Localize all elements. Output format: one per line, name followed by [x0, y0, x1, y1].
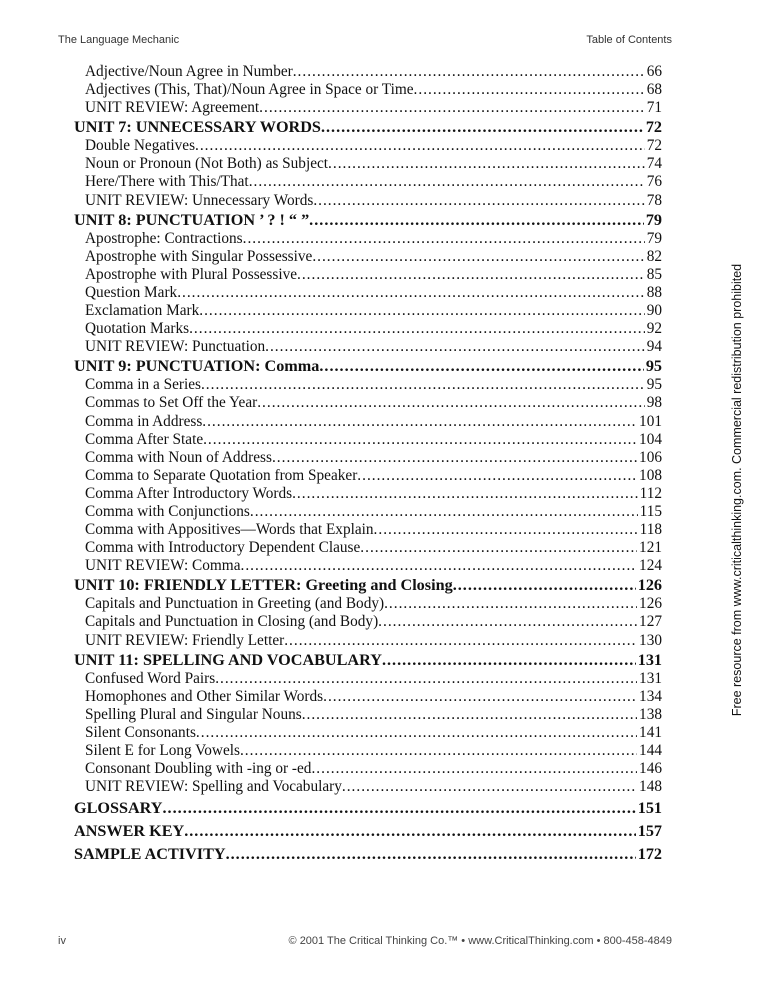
toc-entry: [74, 632, 662, 650]
toc-entry: [74, 192, 662, 210]
toc-entry: [74, 155, 662, 173]
toc-section-heading: [74, 821, 662, 842]
toc-entry-page: 172: [637, 845, 662, 864]
toc-entry-label: Apostrophe: Contractions: [85, 229, 243, 247]
dot-leader: [215, 670, 637, 688]
toc-entry-label: Here/There with This/That: [85, 173, 249, 191]
toc-entry-label: Comma with Introductory Dependent Clause: [85, 539, 361, 557]
dot-leader: [292, 485, 638, 503]
dot-leader: [323, 688, 637, 706]
toc-entry-page: 76: [646, 173, 662, 191]
toc-entry-label: UNIT 8: PUNCTUATION ’ ? ! “ ”: [74, 210, 310, 229]
dot-leader: [293, 63, 645, 81]
dot-leader: [195, 137, 645, 155]
toc-entry-label: UNIT REVIEW: Agreement: [85, 99, 260, 117]
toc-entry: [74, 706, 662, 724]
redistribution-notice: [730, 240, 744, 740]
table-of-contents: [74, 63, 662, 865]
toc-entry-page: 146: [639, 760, 662, 778]
toc-entry-page: 79: [645, 210, 662, 229]
toc-entry: [74, 557, 662, 575]
toc-entry-label: Silent E for Long Vowels: [85, 742, 240, 759]
dot-leader: [272, 449, 637, 467]
toc-entry-label: Comma in Address: [85, 412, 203, 430]
toc-entry-label: UNIT REVIEW: Punctuation: [85, 338, 266, 356]
toc-entry: [74, 539, 662, 557]
toc-entry-label: UNIT REVIEW: Unnecessary Words: [85, 191, 314, 209]
toc-entry-label: Quotation Marks: [85, 320, 190, 338]
toc-entry: [74, 302, 662, 320]
toc-entry-label: SAMPLE ACTIVITY: [74, 845, 226, 864]
toc-entry-label: Comma with Appositives—Words that Explain: [85, 521, 374, 539]
dot-leader: [257, 394, 644, 412]
toc-entry-page: 121: [639, 539, 662, 557]
toc-entry: [74, 521, 662, 539]
toc-entry: [74, 376, 662, 394]
toc-entry: [74, 63, 662, 81]
toc-entry-label: Question Mark: [85, 283, 178, 301]
dot-leader: [201, 376, 645, 394]
dot-leader: [249, 173, 645, 191]
toc-entry-label: Adjective/Noun Agree in Number: [85, 63, 293, 80]
toc-entry-label: Silent Consonants: [85, 723, 196, 741]
dot-leader: [342, 778, 637, 796]
dot-leader: [312, 248, 644, 266]
toc-entry: [74, 248, 662, 266]
toc-entry-label: Comma to Separate Quotation from Speaker: [85, 466, 358, 484]
toc-entry: [74, 742, 662, 760]
dot-leader: [177, 284, 645, 302]
toc-entry-page: 68: [646, 81, 662, 99]
toc-entry-page: 78: [646, 191, 662, 209]
dot-leader: [328, 155, 645, 173]
toc-entry-label: UNIT 9: PUNCTUATION: Comma: [74, 357, 320, 376]
dot-leader: [309, 211, 644, 230]
toc-entry-page: 126: [637, 576, 662, 595]
toc-entry-label: GLOSSARY: [74, 799, 163, 818]
dot-leader: [243, 230, 645, 248]
toc-entry-label: Comma After State: [85, 430, 204, 448]
toc-entry-label: UNIT REVIEW: Friendly Letter: [85, 631, 285, 649]
page-number: iv: [58, 935, 66, 947]
toc-entry-label: Capitals and Punctuation in Closing (and Body): [85, 613, 379, 631]
toc-entry-label: Consonant Doubling with -ing or -ed: [85, 760, 312, 778]
toc-entry-label: UNIT 10: FRIENDLY LETTER: Greeting and Closing: [74, 576, 453, 595]
toc-entry-page: 66: [646, 63, 662, 80]
toc-entry: [74, 394, 662, 412]
toc-entry-label: UNIT REVIEW: Spelling and Vocabulary: [85, 778, 342, 796]
toc-entry-page: 124: [639, 557, 662, 575]
toc-entry-page: 92: [646, 320, 662, 338]
dot-leader: [374, 521, 638, 539]
dot-leader: [321, 118, 644, 137]
toc-entry: [74, 284, 662, 302]
toc-entry-page: 71: [646, 99, 662, 117]
dot-leader: [226, 844, 636, 865]
toc-entry: [74, 320, 662, 338]
toc-unit-heading: [74, 651, 662, 670]
toc-entry-page: 82: [646, 247, 662, 265]
toc-entry: [74, 670, 662, 688]
dot-leader: [319, 357, 643, 376]
toc-entry: [74, 485, 662, 503]
dot-leader: [240, 742, 637, 760]
toc-entry: [74, 173, 662, 191]
toc-entry: [74, 724, 662, 742]
dot-leader: [189, 320, 645, 338]
dot-leader: [378, 613, 637, 631]
dot-leader: [302, 706, 637, 724]
toc-entry: [74, 595, 662, 613]
toc-entry-page: 134: [639, 687, 662, 705]
toc-entry-label: UNIT 7: UNNECESSARY WORDS: [74, 118, 321, 137]
dot-leader: [360, 539, 637, 557]
toc-entry-page: 72: [646, 137, 662, 155]
running-header-title: The Language Mechanic: [58, 34, 180, 46]
toc-entry-label: Capitals and Punctuation in Greeting (and Body): [85, 595, 385, 613]
dot-leader: [382, 651, 636, 670]
toc-entry: [74, 688, 662, 706]
toc-entry: [74, 230, 662, 248]
toc-entry: [74, 338, 662, 356]
toc-entry-label: Confused Word Pairs: [85, 669, 216, 687]
toc-entry: [74, 99, 662, 117]
dot-leader: [259, 99, 645, 117]
toc-unit-heading: [74, 576, 662, 595]
toc-unit-heading: [74, 211, 662, 230]
dot-leader: [241, 557, 638, 575]
toc-entry-page: 138: [639, 705, 662, 723]
toc-entry-page: 130: [639, 631, 662, 649]
toc-entry: [74, 431, 662, 449]
toc-unit-heading: [74, 118, 662, 137]
toc-entry-label: Spelling Plural and Singular Nouns: [85, 705, 302, 723]
toc-entry-page: 144: [639, 742, 662, 759]
copyright-footer: © 2001 The Critical Thinking Co.™ • www.CriticalThinking.com • 800-458-4849: [288, 935, 672, 947]
dot-leader: [184, 821, 636, 842]
dot-leader: [265, 338, 645, 356]
toc-entry-label: Apostrophe with Plural Possessive: [85, 265, 298, 283]
toc-entry-label: Commas to Set Off the Year: [85, 394, 258, 412]
toc-entry-label: Adjectives (This, That)/Noun Agree in Space or Time: [85, 81, 414, 99]
dot-leader: [203, 431, 637, 449]
dot-leader: [199, 302, 644, 320]
toc-entry-page: 131: [639, 669, 662, 687]
toc-unit-heading: [74, 357, 662, 376]
toc-entry-page: 106: [639, 448, 662, 466]
toc-entry: [74, 449, 662, 467]
toc-entry-page: 74: [646, 155, 662, 173]
toc-entry-page: 94: [646, 338, 662, 356]
toc-entry-page: 108: [639, 466, 662, 484]
toc-entry-page: 90: [646, 302, 662, 320]
toc-entry-page: 127: [639, 613, 662, 631]
toc-entry-page: 95: [646, 376, 662, 394]
toc-entry-label: Exclamation Mark: [85, 302, 200, 320]
toc-entry-page: 101: [639, 412, 662, 430]
dot-leader: [284, 632, 637, 650]
toc-entry: [74, 760, 662, 778]
dot-leader: [297, 266, 645, 284]
toc-entry-page: 148: [639, 778, 662, 796]
toc-entry-page: 112: [639, 484, 662, 502]
running-header-section: Table of Contents: [586, 34, 672, 46]
toc-entry: [74, 137, 662, 155]
dot-leader: [202, 413, 637, 431]
toc-entry-page: 141: [639, 723, 662, 741]
toc-entry: [74, 467, 662, 485]
dot-leader: [313, 192, 644, 210]
dot-leader: [196, 724, 637, 742]
dot-leader: [414, 81, 645, 99]
toc-entry: [74, 778, 662, 796]
toc-entry: [74, 613, 662, 631]
toc-entry-page: 151: [637, 799, 662, 818]
dot-leader: [453, 576, 636, 595]
toc-entry-label: UNIT REVIEW: Comma: [85, 557, 241, 575]
toc-section-heading: [74, 844, 662, 865]
dot-leader: [250, 503, 638, 521]
toc-entry-page: 85: [646, 265, 662, 283]
toc-entry-label: Homophones and Other Similar Words: [85, 687, 324, 705]
toc-entry-page: 104: [639, 430, 662, 448]
toc-entry-page: 72: [645, 118, 662, 137]
toc-entry-page: 157: [637, 822, 662, 841]
toc-section-heading: [74, 798, 662, 819]
dot-leader: [357, 467, 637, 485]
toc-entry-page: 126: [639, 595, 662, 613]
dot-leader: [311, 760, 637, 778]
toc-entry: [74, 81, 662, 99]
toc-entry-label: Double Negatives: [85, 137, 196, 155]
toc-entry: [74, 503, 662, 521]
toc-entry-label: Comma After Introductory Words: [85, 484, 293, 502]
toc-entry-page: 98: [646, 394, 662, 412]
toc-entry-page: 95: [645, 357, 662, 376]
toc-entry-label: ANSWER KEY: [74, 822, 185, 841]
toc-entry-page: 88: [646, 283, 662, 301]
toc-entry-label: UNIT 11: SPELLING AND VOCABULARY: [74, 650, 382, 669]
toc-entry-page: 118: [639, 521, 662, 539]
dot-leader: [384, 595, 637, 613]
toc-entry: [74, 413, 662, 431]
toc-entry-page: 115: [639, 502, 662, 520]
toc-entry-label: Comma with Noun of Address: [85, 448, 272, 466]
toc-entry-page: 79: [646, 229, 662, 247]
toc-entry-page: 131: [637, 650, 662, 669]
toc-entry-label: Apostrophe with Singular Possessive: [85, 247, 313, 265]
toc-entry-label: Comma with Conjunctions: [85, 502, 250, 520]
dot-leader: [163, 798, 636, 819]
toc-entry: [74, 266, 662, 284]
toc-entry-label: Noun or Pronoun (Not Both) as Subject: [85, 155, 329, 173]
redistribution-notice-text: Free resource from www.criticalthinking.com. Commercial redistribution prohibited: [730, 263, 744, 717]
toc-entry-label: Comma in a Series: [85, 376, 201, 394]
